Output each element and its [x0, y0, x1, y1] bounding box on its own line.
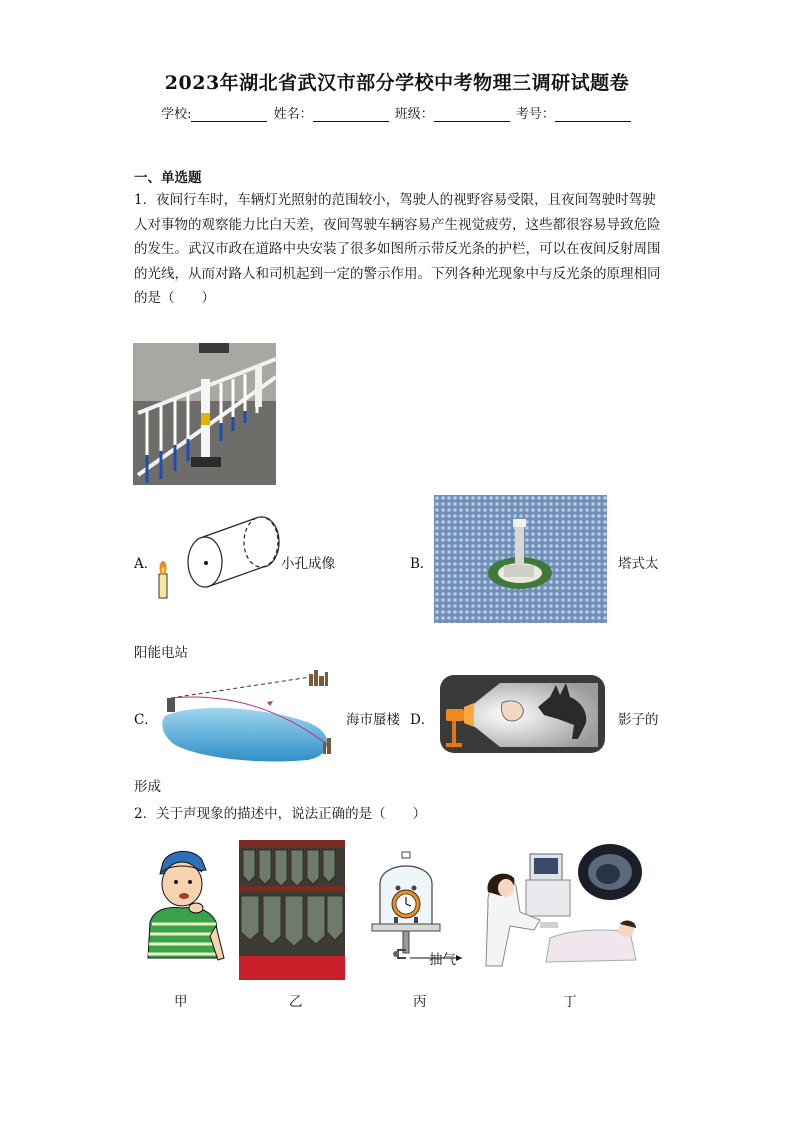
name-blank[interactable] — [313, 107, 389, 122]
option-d-text-2: 形成 — [134, 779, 161, 795]
shadow-puppet-photo — [440, 675, 605, 753]
option-c-text: 海市蜃楼 — [346, 712, 400, 728]
option-d-label[interactable]: D． — [410, 712, 435, 728]
student-info-line — [0, 103, 794, 122]
option-b-label[interactable]: B． — [410, 556, 434, 572]
exam-number-label: 考号： — [515, 107, 555, 122]
option-a-label[interactable]: A． — [134, 556, 158, 572]
ultrasound-scan-photo — [480, 842, 644, 972]
option-c-label[interactable]: C． — [134, 712, 158, 728]
class-label: 班级： — [394, 107, 434, 122]
page-title: 2023年湖北省武汉市部分学校中考物理三调研试题卷 — [164, 72, 630, 94]
caption-bing: 丙 — [413, 994, 427, 1010]
chime-bells-photo — [239, 840, 345, 980]
section-heading: 一、单选题 — [134, 170, 202, 186]
question-1-text: 1．夜间行车时，车辆灯光照射的范围较小，驾驶人的视野容易受限，且夜间驾驶时驾驶人对事物的观察能力比白天差，夜间驾驶车辆容易产生视觉疲劳，这些都很容易导致危险的发生。武汉市政在道路中央安装了很多如图所示带反光条的护栏，可以在夜间反射周围的光线，从而对路人和司机起到一定的警示作用。下列各种光现象中与反光条的原理相同的是（ ） — [134, 192, 661, 307]
option-b-text-2: 阳能电站 — [134, 645, 188, 661]
caption-yi: 乙 — [289, 994, 303, 1010]
caption-ding: 丁 — [563, 994, 577, 1010]
mirage-diagram — [157, 668, 337, 764]
exam-number-blank[interactable] — [555, 107, 631, 122]
solar-tower-photo — [434, 495, 607, 623]
guardrail-photo — [133, 343, 276, 485]
question-2-text: 2．关于声现象的描述中，说法正确的是（ ） — [134, 806, 427, 822]
pinhole-camera-diagram — [155, 516, 280, 602]
pump-label: 抽气 — [429, 952, 456, 968]
boy-speaking-illustration — [136, 846, 228, 970]
option-a-text: 小孔成像 — [281, 556, 335, 572]
name-label: 姓名： — [273, 107, 313, 122]
class-blank[interactable] — [434, 107, 510, 122]
option-d-text-1: 影子的 — [618, 712, 659, 728]
option-b-text-1: 塔式太 — [618, 556, 659, 572]
school-blank[interactable] — [191, 107, 267, 122]
school-label: 学校: — [161, 107, 192, 122]
caption-jia: 甲 — [174, 994, 188, 1010]
